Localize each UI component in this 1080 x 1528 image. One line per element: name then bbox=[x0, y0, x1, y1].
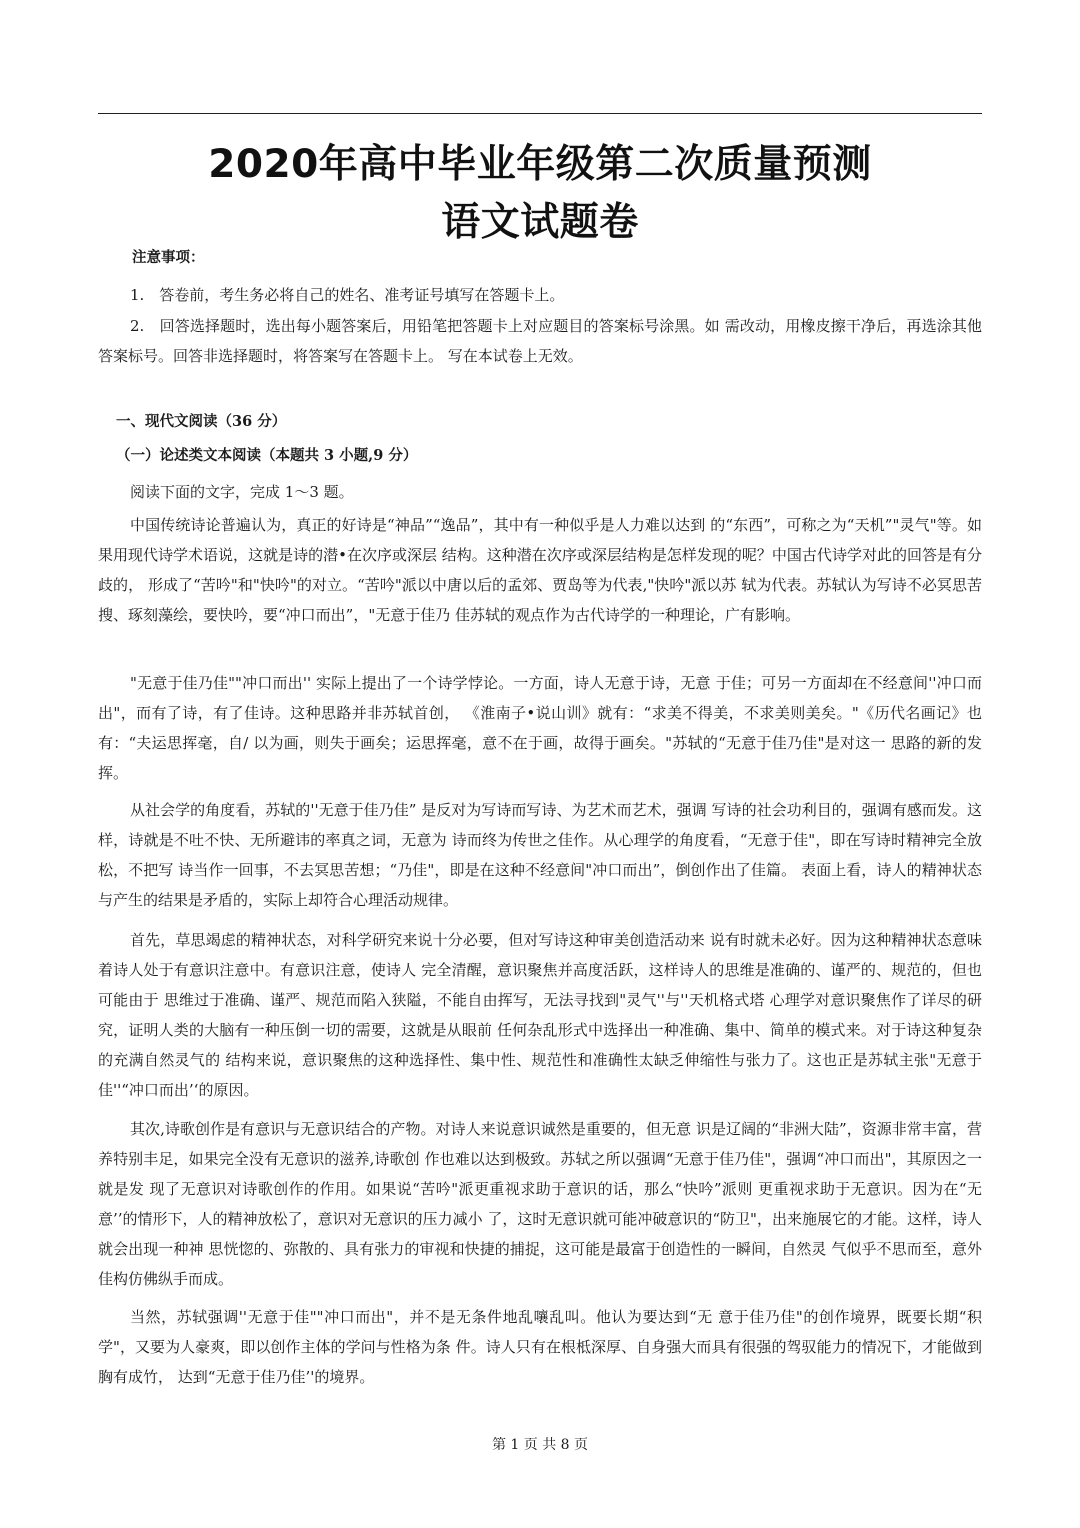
exam-subtitle: 语文试题卷 bbox=[441, 200, 639, 245]
notice-item-1: 1. 答卷前，考生务必将自己的姓名、准考证号填写在答题卡上。 bbox=[130, 286, 565, 304]
passage-paragraph-3: 从社会学的角度看，苏轼的''无意于佳乃佳” 是反对为写诗而写诗、为艺术而艺术，强调 写诗的社会功利目的，强调有感而发。这样，诗就是不吐不快、无所避讳的率真之词，无意为 诗而终为传世之佳作。从心理学的角度看，“无意于佳"，即在写诗时精神完全放松，不把写 诗当作一回事，不去冥思苦想；“乃佳"，即是在这种不经意间"冲口而出”，倒创作出了佳篇。 表面上看，诗人的精神状态与产生的结果是矛盾的，实际上却符合心理活动规律。 bbox=[98, 801, 982, 909]
passage-paragraph-1: 中国传统诗论普遍认为，真正的好诗是“神品”“逸品”，其中有一种似乎是人力难以达到 的“东西”，可称之为“天机”"灵气"等。如果用现代诗学术语说，这就是诗的潜•在次序或深层 结构。这种潜在次序或深层结构是怎样发现的呢？中国古代诗学对此的回答是有分歧的， 形成了“苦吟"和"快吟"的对立。“苦吟"派以中唐以后的孟郊、贾岛等为代表,"快吟"派以苏 轼为代表。苏轼认为写诗不必冥思苦搜、琢刻藻绘，要快吟，要“冲口而出”，"无意于佳乃 佳苏轼的观点作为古代诗学的一种理论，广有影响。 bbox=[98, 516, 982, 624]
exam-title: 2020年高中毕业年级第二次质量预测 bbox=[208, 142, 872, 187]
subsection-heading: （一）论述类文本阅读（本题共 3 小题,9 分） bbox=[116, 447, 418, 464]
passage-paragraph-4: 首先，草思竭虑的精神状态，对科学研究来说十分必要，但对写诗这种审美创造活动来 说有时就未必好。因为这种精神状态意味着诗人处于有意识注意中。有意识注意，使诗人 完全清醒，意识聚焦并高度活跃，这样诗人的思维是准确的、谨严的、规范的，但也可能由于 思维过于准确、谨严、规范而陷入狭隘，不能自由挥写，无法寻找到"灵气''与''天机格式塔 心理学对意识聚焦作了详尽的研究，证明人类的大脑有一种压倒一切的需要，这就是从眼前 任何杂乱形式中选择出一种准确、集中、简单的模式来。对于诗这种复杂的充满自然灵气的 结构来说，意识聚焦的这种选择性、集中性、规范性和准确性太缺乏伸缩性与张力了。这也正是苏轼主张"无意于佳''“冲口而出’‘的原因。 bbox=[98, 931, 982, 1099]
header-rule bbox=[98, 113, 982, 114]
page-number: 第 1 页 共 8 页 bbox=[491, 1437, 589, 1453]
section-heading: 一、现代文阅读（36 分） bbox=[116, 413, 287, 430]
passage-paragraph-5: 其次,诗歌创作是有意识与无意识结合的产物。对诗人来说意识诚然是重要的，但无意 识是辽阔的“非洲大陆”，资源非常丰富，营养特别丰足，如果完全没有无意识的滋养,诗歌创 作也难以达到极致。苏轼之所以强调“无意于佳乃佳"，强调“冲口而出"，其原因之一就是发 现了无意识对诗歌创作的作用。如果说“苦吟"派更重视求助于意识的话，那么“快吟”派则 更重视求助于无意识。因为在“无意’’的情形下，人的精神放松了，意识对无意识的压力减小 了，这时无意识就可能冲破意识的“防卫"，出来施展它的才能。这样，诗人就会出现一种神 思恍惚的、弥散的、具有张力的审视和快捷的捕捉，这可能是最富于创造性的一瞬间，自然灵 气似乎不思而至，意外佳构仿佛纵手而成。 bbox=[98, 1120, 982, 1288]
passage-paragraph-2: "无意于佳乃佳""冲口而出'' 实际上提出了一个诗学悖论。一方面，诗人无意于诗，无意 于佳；可另一方面却在不经意间''冲口而出"，而有了诗，有了佳诗。这种思路并非苏轼首创， 《淮南子•说山训》就有：“求美不得美，不求美则美矣。"《历代名画记》也有：“夫运思挥毫，自/ 以为画，则失于画矣；运思挥毫，意不在于画，故得于画矣。"苏轼的“无意于佳乃佳"是对这一 思路的新的发挥。 bbox=[98, 674, 982, 782]
reading-instruction: 阅读下面的文字，完成 1～3 题。 bbox=[130, 483, 354, 501]
notice-heading: 注意事项： bbox=[132, 249, 205, 266]
passage-paragraph-6: 当然，苏轼强调''无意于佳""冲口而出"，并不是无条件地乱嚷乱叫。他认为要达到“无 意于佳乃佳"的创作境界，既要长期“积学"，又要为人豪爽，即以创作主体的学问与性格为条 件。诗人只有在根柢深厚、自身强大而具有很强的驾驭能力的情况下，才能做到胸有成竹， 达到“无意于佳乃佳’'的境界。 bbox=[98, 1308, 982, 1386]
notice-item-2: 2. 回答选择题时，选出每小题答案后，用铅笔把答题卡上对应题目的答案标号涂黑。如 需改动，用橡皮擦干净后，再选涂其他答案标号。回答非选择题时，将答案写在答题卡上。 写在本试卷上无效。 bbox=[98, 317, 982, 365]
